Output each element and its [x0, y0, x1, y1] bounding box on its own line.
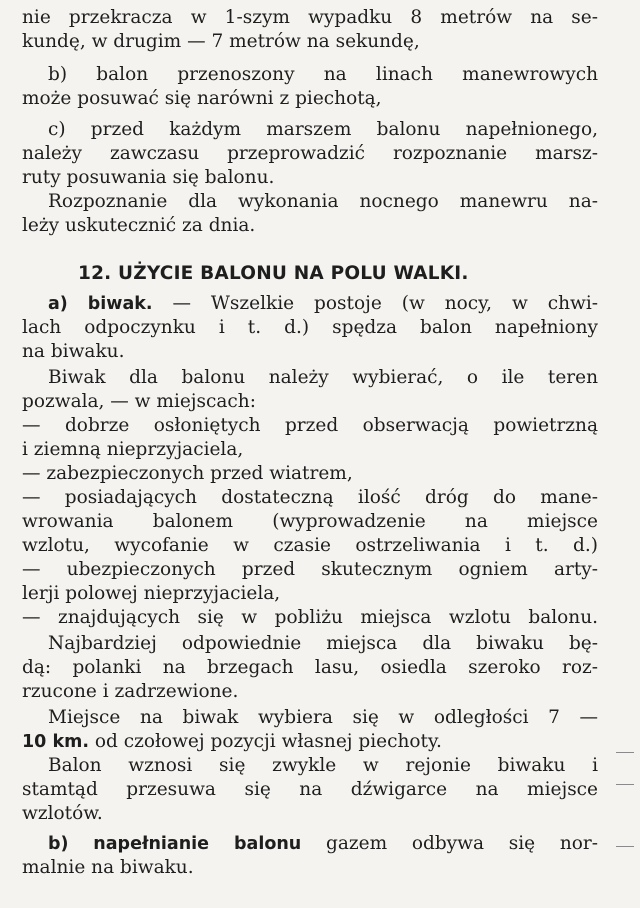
para-label: b)	[48, 834, 69, 854]
text-line: — znajdujących się w pobliżu miejsca wzlotu balonu.	[22, 607, 598, 628]
text-line: wzlotu, wycofanie w czasie ostrzeliwania i t. d.)	[22, 535, 598, 556]
text-line: c) przed każdym marszem balonu napełnionego,	[48, 119, 598, 140]
term-napelnianie: napełnianie balonu	[93, 834, 302, 854]
text-line: lach odpoczynku i t. d.) spędza balon napełniony	[22, 317, 598, 338]
distance-line	[22, 730, 598, 754]
text-line: pozwala, — w miejscach:	[22, 391, 256, 412]
para-a-rest: — Wszelkie postoje (w nocy, w chwi-	[152, 293, 598, 314]
text-line: należy zawczasu przeprowadzić rozpoznanie marsz-	[22, 143, 598, 164]
text-line: ruty posuwania się balonu.	[22, 167, 275, 188]
text-line: na biwaku.	[22, 341, 125, 362]
text-line: nie przekracza w 1-szym wypadku 8 metrów na se-	[22, 7, 598, 28]
text-line: kundę, w drugim — 7 metrów na sekundę,	[22, 31, 420, 52]
para-b-rest: gazem odbywa się nor-	[301, 833, 598, 854]
text-line: — dobrze osłoniętych przed obserwacją powietrzną	[22, 415, 598, 436]
margin-mark	[616, 752, 634, 753]
text-line: malnie na biwaku.	[22, 857, 194, 878]
text-line: wzlotów.	[22, 803, 103, 824]
text-line: — ubezpieczonych przed skutecznym ogniem arty-	[22, 559, 598, 580]
para-label: a)	[48, 294, 68, 314]
paragraph-a-intro	[48, 292, 598, 316]
text-line: Balon wznosi się zwykle w rejonie biwaku i	[48, 755, 598, 776]
text-line: Biwak dla balonu należy wybierać, o ile teren	[48, 367, 598, 388]
distance-value: 10 km.	[22, 732, 89, 752]
text-line: leży uskutecznić za dnia.	[22, 215, 256, 236]
text-line: stamtąd przesuwa się na dźwigarce na miejsce	[22, 779, 598, 800]
text-line: i ziemną nieprzyjaciela,	[22, 439, 244, 460]
text-line: może posuwać się narówni z piechotą,	[22, 88, 382, 109]
text-line: — zabezpieczonych przed wiatrem,	[22, 463, 353, 484]
margin-mark	[616, 784, 634, 785]
paragraph-b-intro	[48, 832, 598, 856]
margin-mark	[616, 846, 634, 847]
text-line: rzucone i zadrzewione.	[22, 681, 239, 702]
text-line: Miejsce na biwak wybiera się w odległości 7 —	[48, 707, 598, 728]
text-line: wrowania balonem (wyprowadzenie na miejsce	[22, 511, 598, 532]
term-biwak: biwak.	[87, 294, 153, 314]
text-line: Najbardziej odpowiednie miejsca dla biwaku bę-	[48, 633, 598, 654]
text-line: Rozpoznanie dla wykonania nocnego manewru na-	[48, 191, 598, 212]
text-line: dą: polanki na brzegach lasu, osiedla szeroko roz-	[22, 657, 598, 678]
text-line: b) balon przenoszony na linach manewrowych	[48, 64, 598, 85]
text-line: — posiadających dostateczną ilość dróg do mane-	[22, 487, 598, 508]
text-line: lerji polowej nieprzyjaciela,	[22, 583, 281, 604]
distance-rest: od czołowej pozycji własnej piechoty.	[88, 731, 442, 752]
section-heading: 12. UŻYCIE BALONU NA POLU WALKI.	[78, 263, 469, 284]
